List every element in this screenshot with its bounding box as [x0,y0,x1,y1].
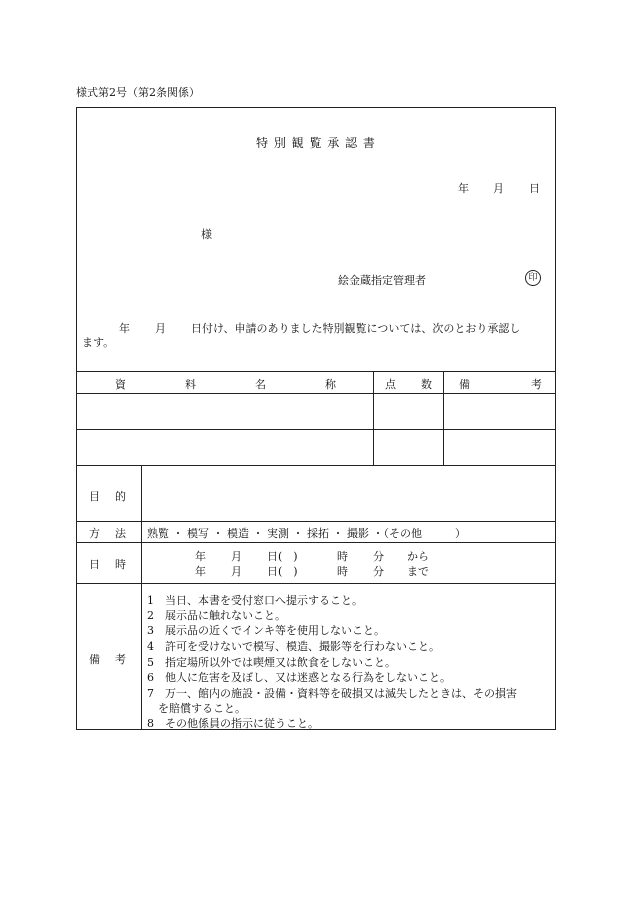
datetime-label-2: 時 [115,558,126,571]
dt-row2-year: 年 [195,565,206,578]
dt-row1-hour: 時 [337,550,348,563]
seal-icon: 印 [525,270,541,286]
form-title: 特 別 観 覧 承 認 書 [256,136,376,150]
dt-row2-minute: 分 [373,565,384,578]
purpose-label-1: 目 [89,490,100,503]
note-item: 2 展示品に触れないこと。 [147,609,286,622]
date-year: 年 [458,182,469,195]
intro-month: 月 [155,322,166,335]
note-item: 8 その他係員の指示に従うこと。 [147,717,319,730]
date-day: 日 [529,182,540,195]
intro-year: 年 [119,322,130,335]
method-label-1: 方 [89,527,100,540]
dt-row1-suffix: から [407,550,429,563]
dt-row2-day: 日( ) [267,565,298,578]
date-month: 月 [493,182,504,195]
form-number: 様式第2号（第2条関係） [76,86,200,99]
datetime-label-1: 日 [89,558,100,571]
intro-text-line2: ます。 [82,336,115,349]
note-item: 7 万一、館内の施設・設備・資料等を破損又は滅失したときは、その損害 [147,687,517,700]
dt-row2-suffix: まで [407,565,429,578]
dt-row2-hour: 時 [337,565,348,578]
header-name-1: 資 [115,378,126,391]
approval-form [76,107,556,730]
header-count-2: 数 [421,378,432,391]
dt-row1-month: 月 [231,550,242,563]
header-remarks-1: 備 [459,378,470,391]
dt-row2-month: 月 [231,565,242,578]
header-count-1: 点 [385,378,396,391]
issuer-title: 絵金蔵指定管理者 [338,274,426,287]
dt-row1-year: 年 [195,550,206,563]
dt-row1-minute: 分 [373,550,384,563]
method-label-2: 法 [115,527,126,540]
note-item: 6 他人に危害を及ぼし、又は迷惑となる行為をしないこと。 [147,671,451,684]
purpose-label-2: 的 [115,490,126,503]
notes-label-1: 備 [89,653,100,666]
note-item: 5 指定場所以外では喫煙又は飲食をしないこと。 [147,656,396,669]
note-item: を賠償すること。 [147,702,246,715]
header-remarks-2: 考 [531,378,542,391]
header-name-2: 料 [185,378,196,391]
notes-label-2: 考 [115,653,126,666]
header-name-3: 名 [255,378,266,391]
dt-row1-day: 日( ) [267,550,298,563]
note-item: 1 当日、本書を受付窓口へ提示すること。 [147,594,363,607]
note-item: 3 展示品の近くでインキ等を使用しないこと。 [147,624,385,637]
header-name-4: 称 [325,378,336,391]
method-options: 熟覧 ・ 模写 ・ 模造 ・ 実測 ・ 採拓 ・ 撮影 ・（その他 ） [147,527,466,540]
note-item: 4 許可を受けないで模写、模造、撮影等を行わないこと。 [147,640,440,653]
intro-text-line1: 日付け、申請のありました特別観覧については、次のとおり承認し [191,322,521,335]
addressee-suffix: 様 [201,228,212,241]
seal-mark [525,270,541,286]
